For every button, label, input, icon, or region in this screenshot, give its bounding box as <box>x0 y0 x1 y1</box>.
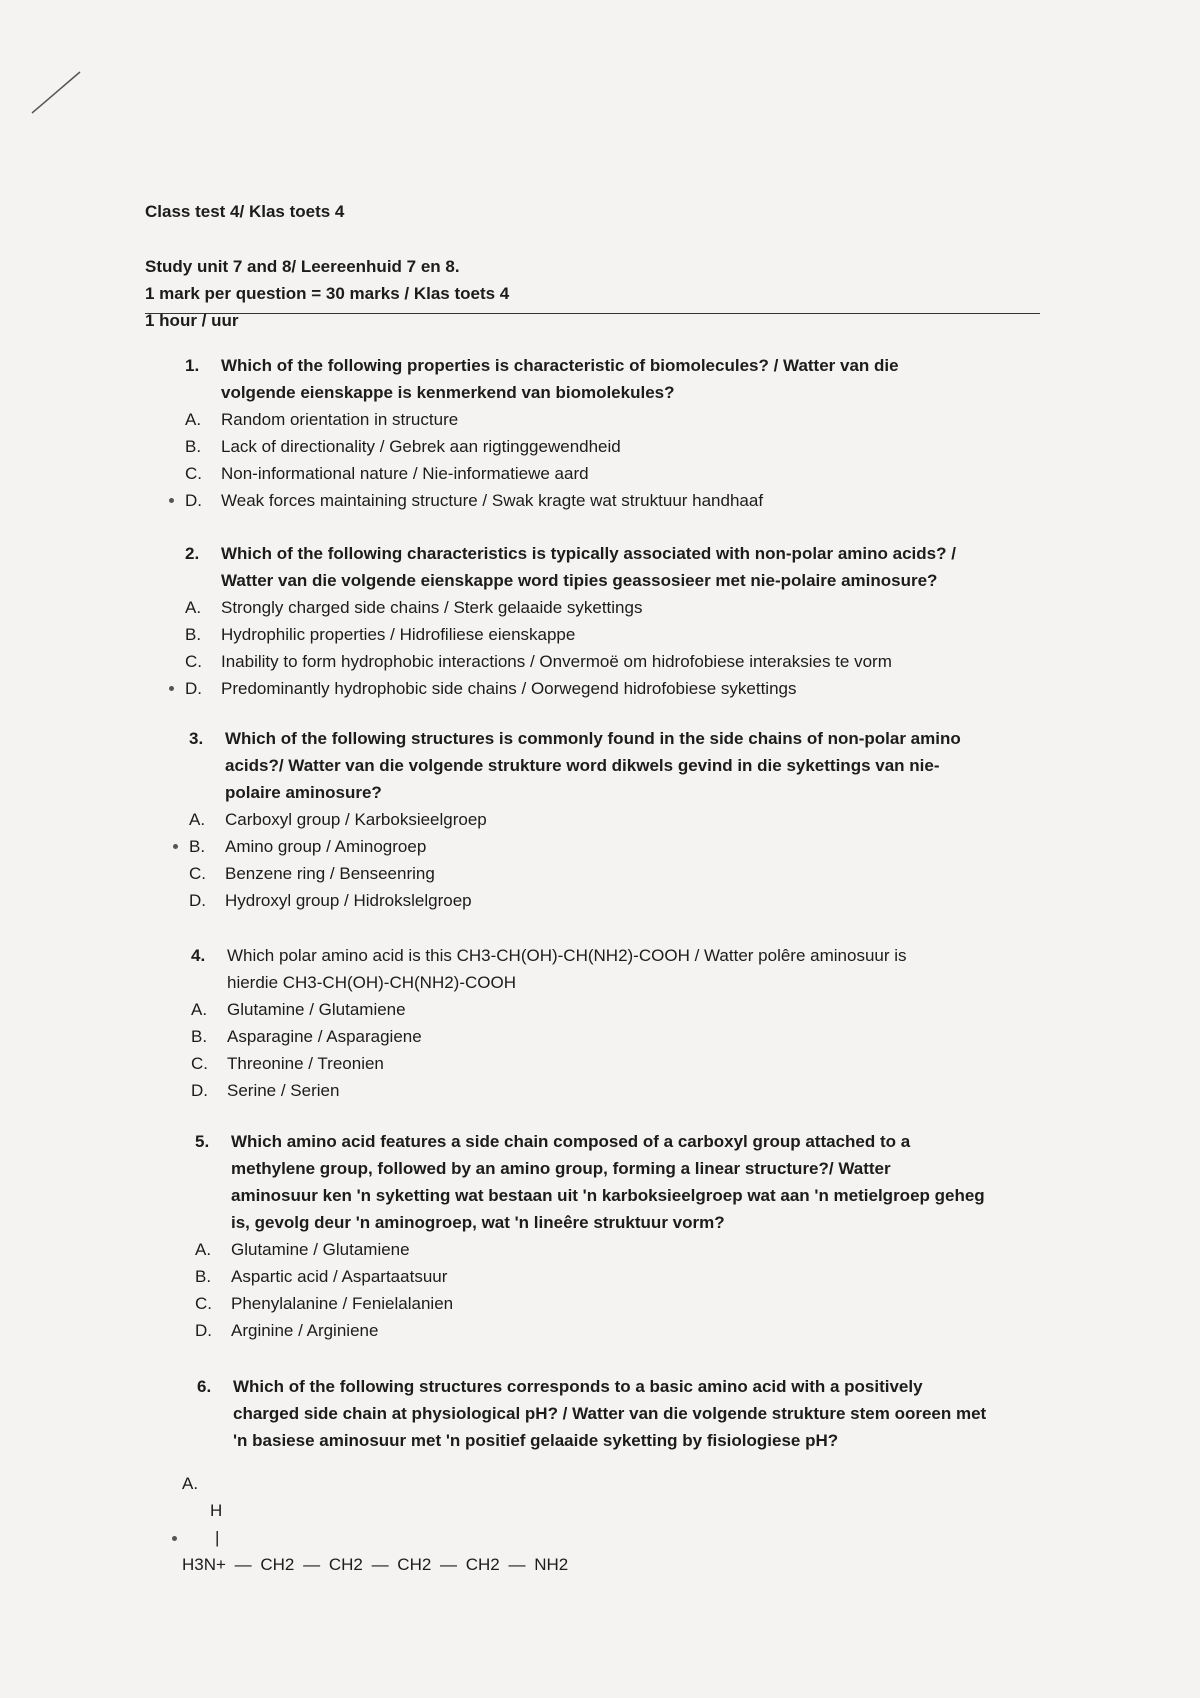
question-3 <box>189 725 1029 914</box>
question-stem: 1. Which of the following properties is characteristic of biomolecules? / Watter van die volgende eienskappe is kenmerkend van biomolekules? <box>185 356 899 402</box>
question-4 <box>191 942 1031 1104</box>
answer-mark-icon <box>169 686 174 691</box>
option-a[interactable]: A. Glutamine / Glutamiene <box>195 1240 410 1259</box>
option-a[interactable]: A. Carboxyl group / Karboksieelgroep <box>189 810 487 829</box>
question-stem: 4. Which polar amino acid is this CH3-CH(OH)-CH(NH2)-COOH / Watter polêre aminosuur is hierdie CH3-CH(OH)-CH(NH2)-COOH <box>191 946 907 992</box>
option-c[interactable]: C. Threonine / Treonien <box>191 1054 384 1073</box>
option-d[interactable]: D. Predominantly hydrophobic side chains / Oorwegend hidrofobiese sykettings <box>185 675 1035 702</box>
structure-chain: H3N+ — CH2 — CH2 — CH2 — CH2 — NH2 <box>182 1555 569 1574</box>
hydrogen-atom: H <box>210 1501 223 1520</box>
marks-info: 1 mark per question = 30 marks / Klas toets 4 <box>145 284 510 303</box>
option-b[interactable]: B. Lack of directionality / Gebrek aan rigtinggewendheid <box>185 437 621 456</box>
bond-line: | <box>215 1528 220 1547</box>
answer-mark-icon <box>169 498 174 503</box>
option-d[interactable]: D. Hydroxyl group / Hidrokslelgroep <box>189 891 472 910</box>
option-b[interactable]: B. Amino group / Aminogroep <box>189 833 1029 860</box>
question-stem: 2. Which of the following characteristics is typically associated with non-polar amino acids? / Watter van die volgende eienskappe word tipies geassosieer met nie-polaire aminosure? <box>185 544 956 590</box>
option-b[interactable]: B. Asparagine / Asparagiene <box>191 1027 422 1046</box>
question-1 <box>185 352 1015 514</box>
question-stem: 6. Which of the following structures corresponds to a basic amino acid with a positively charged side chain at physiological pH? / Watter van die volgende strukture stem ooreen met 'n basiese aminosuur met 'n positief gelaaide syketting by fisiologiese pH? <box>197 1377 987 1450</box>
duration: 1 hour / uur <box>145 311 239 330</box>
option-c[interactable]: C. Phenylalanine / Fenielalanien <box>195 1294 454 1313</box>
test-title: Class test 4/ Klas toets 4 <box>145 202 345 221</box>
header-divider <box>145 313 1040 314</box>
option-c[interactable]: C. Benzene ring / Benseenring <box>189 864 435 883</box>
question-2 <box>185 540 1035 702</box>
option-b[interactable]: B. Hydrophilic properties / Hidrofiliese eienskappe <box>185 625 576 644</box>
option-d[interactable]: D. Weak forces maintaining structure / Swak kragte wat struktuur handhaaf <box>185 487 1015 514</box>
question-5 <box>195 1128 1075 1344</box>
structure-option-a[interactable] <box>182 1470 568 1578</box>
answer-mark-icon <box>173 844 178 849</box>
option-a[interactable]: A. Glutamine / Glutamiene <box>191 1000 406 1019</box>
option-d[interactable]: D. Arginine / Arginiene <box>195 1321 379 1340</box>
question-6 <box>197 1373 1077 1454</box>
question-stem: 5. Which amino acid features a side chain composed of a carboxyl group attached to a methylene group, followed by an amino group, forming a linear structure?/ Watter aminosuur ken 'n syketting wat bestaan uit 'n karboksieelgroep wat aan 'n metielgroep geheg is, gevolg deur 'n aminogroep, wat 'n lineêre struktuur vorm? <box>195 1132 985 1232</box>
option-a[interactable]: A. Random orientation in structure <box>185 410 459 429</box>
option-c[interactable]: C. Inability to form hydrophobic interactions / Onvermoë om hidrofobiese interaksies te vorm <box>185 652 892 671</box>
option-a[interactable]: A. Strongly charged side chains / Sterk gelaaide sykettings <box>185 598 643 617</box>
pen-mark-icon <box>28 68 88 118</box>
option-letter: A. <box>182 1474 199 1493</box>
option-d[interactable]: D. Serine / Serien <box>191 1081 340 1100</box>
option-b[interactable]: B. Aspartic acid / Aspartaatsuur <box>195 1267 448 1286</box>
question-stem: 3. Which of the following structures is commonly found in the side chains of non-polar amino acids?/ Watter van die volgende strukture word dikwels gevind in die sykettings van nie- polaire aminosure? <box>189 729 961 802</box>
study-unit: Study unit 7 and 8/ Leereenhuid 7 en 8. <box>145 257 460 276</box>
answer-mark-icon <box>172 1536 177 1541</box>
option-c[interactable]: C. Non-informational nature / Nie-informatiewe aard <box>185 464 589 483</box>
